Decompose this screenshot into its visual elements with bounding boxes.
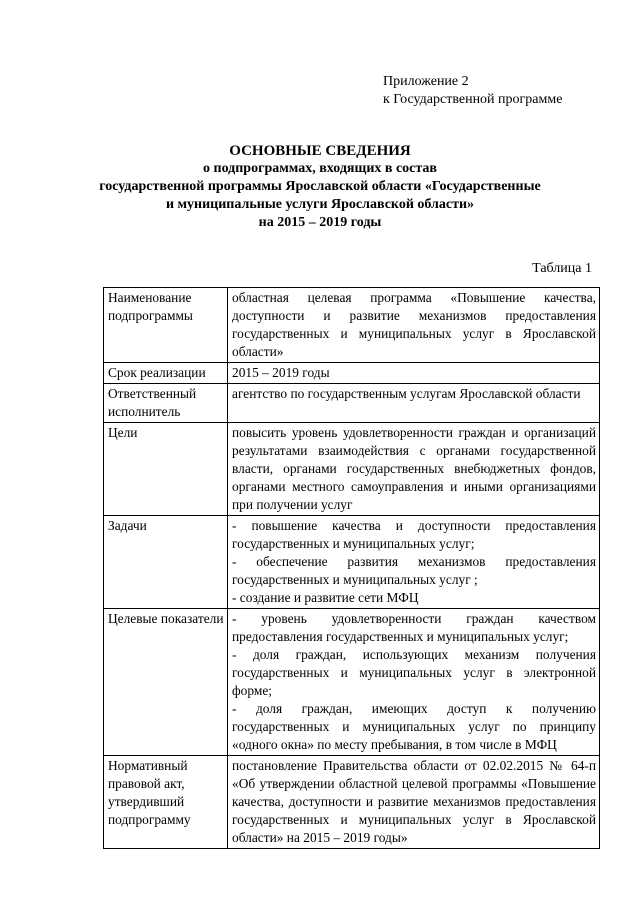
row-value-cell	[228, 609, 600, 756]
title-line-3: государственной программы Ярославской области «Государственные	[99, 179, 541, 194]
list-item: - доля граждан, использующих механизм получения государственных и муниципальных услуг в электронной форме;	[232, 647, 596, 698]
row-value-cell: областная целевая программа «Повышение качества, доступности и развитие механизмов предоставления государственных и муниципальных услуг в Ярославской области»	[228, 288, 600, 363]
annex-line-1: Приложение 2	[383, 74, 469, 89]
row-value-cell: постановление Правительства области от 02.02.2015 № 64-п «Об утверждении областной целевой программы «Повышение качества, доступности и развитие механизмов предоставления государственных и муниципальных услуг в Ярославской области» на 2015 – 2019 годы»	[228, 756, 600, 849]
row-name-cell: Нормативный правовой акт, утвердивший подпрограмму	[104, 756, 228, 849]
table-row	[104, 288, 600, 363]
document-title	[40, 142, 600, 232]
table-row	[104, 756, 600, 849]
title-line-5: на 2015 – 2019 годы	[258, 215, 382, 230]
annex-header	[383, 73, 562, 109]
title-line-2: о подпрограммах, входящих в состав	[203, 161, 437, 176]
row-value-cell: 2015 – 2019 годы	[228, 363, 600, 384]
row-name-cell: Задачи	[104, 516, 228, 609]
row-name-cell: Срок реализации	[104, 363, 228, 384]
list-item: - обеспечение развития механизмов предоставления государственных и муниципальных услуг ;	[232, 554, 596, 587]
row-name-cell: Цели	[104, 423, 228, 516]
row-name-cell: Наименование подпрограммы	[104, 288, 228, 363]
table-row	[104, 516, 600, 609]
list-item: - доля граждан, имеющих доступ к получению государственных и муниципальных услуг по принципу «одного окна» по месту пребывания, в том числе в МФЦ	[232, 701, 596, 752]
table-row	[104, 609, 600, 756]
table-row	[104, 423, 600, 516]
list-item: - повышение качества и доступности предоставления государственных и муниципальных услуг;	[232, 518, 596, 551]
title-line-4: и муниципальные услуги Ярославской области»	[165, 197, 475, 212]
row-value-cell: агентство по государственным услугам Ярославской области	[228, 384, 600, 423]
table-label: Таблица 1	[532, 261, 592, 276]
row-value-cell: повысить уровень удовлетворенности граждан и организаций результатами взаимодействия с органами государственной власти, органами государственных внебюджетных фондов, органами местного самоуправления и иными организациями при получении услуг	[228, 423, 600, 516]
row-name-cell: Целевые показатели	[104, 609, 228, 756]
row-value-cell	[228, 516, 600, 609]
annex-line-2: к Государственной программе	[383, 92, 563, 107]
row-name-cell: Ответственный исполнитель	[104, 384, 228, 423]
subprogram-info-table	[103, 287, 600, 849]
table-row	[104, 363, 600, 384]
title-main: ОСНОВНЫЕ СВЕДЕНИЯ	[229, 143, 411, 159]
table-row	[104, 384, 600, 423]
list-item: - создание и развитие сети МФЦ	[232, 590, 419, 605]
list-item: - уровень удовлетворенности граждан качеством предоставления государственных и муниципальных услуг;	[232, 611, 596, 644]
